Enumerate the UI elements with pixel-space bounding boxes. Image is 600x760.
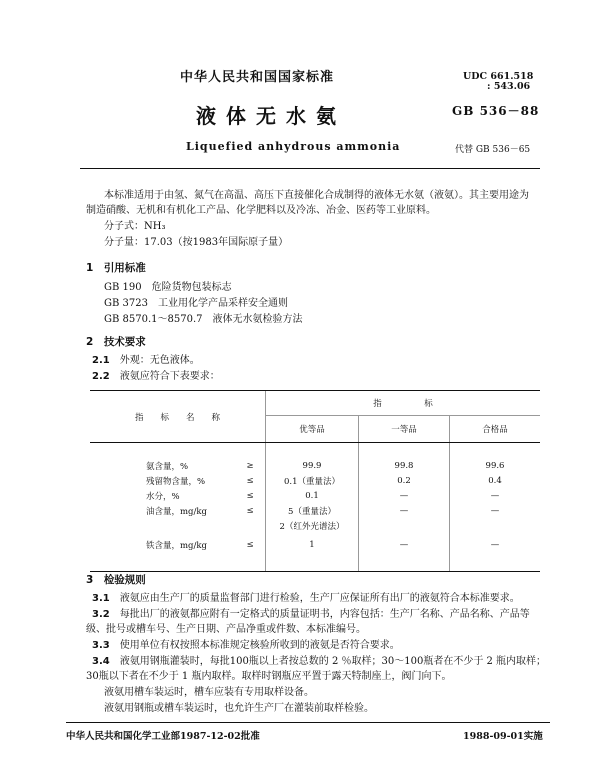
clause-3-2-cont: 级、批号或槽车号、生产日期、产品净重或件数、本标准编号。 — [86, 624, 366, 635]
value-cell: 0.1 — [266, 488, 359, 503]
section-1-heading — [86, 260, 146, 275]
value-cell: 0.2 — [359, 473, 450, 488]
indicator-header: 指 标 — [266, 391, 541, 416]
value-cell: 99.6 — [450, 458, 541, 473]
udc-line-1: UDC 661.518 — [463, 71, 534, 82]
indicator-name-header: 指 标 名 称 — [90, 391, 266, 443]
value-cell: — — [359, 503, 450, 518]
clause-text: 液氨应符合下表要求： — [119, 371, 220, 382]
mw-value: 17.03（按1983年国际原子量） — [144, 237, 289, 248]
row-symbol: ≤ — [246, 540, 254, 550]
scope-line-1: 本标准适用于由氢、氮气在高温、高压下直接催化合成制得的液体无水氨（液氨）。其主要用途为 — [104, 190, 529, 201]
table-row — [90, 533, 540, 557]
clause-number: 2.2 — [92, 371, 110, 382]
clause-number: 3.1 — [92, 593, 110, 604]
section-2-title: 技术要求 — [103, 336, 146, 348]
clause-text: 液氨应由生产厂的质量监督部门进行检验，生产厂应保证所有出厂的液氨符合本标准要求。 — [119, 593, 520, 604]
clause-3-4-tank: 液氨用槽车装运时，槽车应装有专用取样设备。 — [104, 687, 314, 698]
english-title: Liquefied anhydrous ammonia — [186, 140, 401, 153]
value-cell: 0.4 — [450, 473, 541, 488]
molecular-weight — [104, 235, 288, 250]
row-symbol: ≤ — [246, 475, 254, 486]
gb-number: GB 536－88 — [452, 104, 540, 118]
clause-3-1 — [92, 591, 520, 606]
clause-3-2 — [92, 607, 530, 622]
formula — [104, 219, 165, 234]
value-cell: — — [450, 503, 541, 518]
value-cell: — — [450, 488, 541, 503]
document-title: 液体无水氨 — [196, 104, 346, 128]
reference-code: GB 8570.1～8570.7 — [104, 314, 203, 325]
udc-code — [463, 72, 533, 92]
section-3-number: 3 — [86, 574, 94, 586]
section-1-title: 引用标准 — [103, 262, 146, 274]
value-cell: 99.8 — [359, 458, 450, 473]
clause-3-3 — [92, 638, 400, 653]
row-symbol: ≤ — [246, 505, 254, 516]
value-cell: 0.1（重量法） — [266, 473, 359, 488]
table-row — [90, 518, 540, 533]
section-3-heading — [86, 572, 146, 587]
clause-text: 每批出厂的液氨都应附有一定格式的质量证明书，内容包括：生产厂名称、产品名称、产品等 — [119, 609, 530, 620]
grade-header: 合格品 — [450, 416, 541, 443]
section-3-title: 检验规则 — [103, 574, 146, 586]
row-name: 残留物含量，% — [146, 476, 206, 487]
table-row — [90, 458, 540, 473]
clause-number: 3.4 — [92, 656, 110, 667]
value-cell: 99.9 — [266, 458, 359, 473]
clause-2-2 — [92, 369, 220, 384]
row-symbol: ≥ — [246, 460, 254, 471]
reference-item — [104, 312, 303, 327]
replaces-note: 代替 GB 536－65 — [455, 145, 531, 155]
row-name: 铁含量，mg/kg — [146, 541, 207, 551]
reference-name: 液体无水氨检验方法 — [212, 314, 303, 325]
formula-label: 分子式： — [104, 221, 144, 232]
clause-text: 外观：无色液体。 — [119, 355, 200, 366]
clause-text: 液氨用钢瓶灌装时，每批100瓶以上者按总数的 2 ％取样；30～100瓶者在不少于 2 瓶内取样； — [119, 656, 547, 667]
implementation-date: 1988-09-01实施 — [463, 731, 543, 742]
clause-3-4-pre: 液氨用钢瓶或槽车装运时，也允许生产厂在灌装前取样检验。 — [104, 703, 374, 714]
reference-name: 工业用化学产品采样安全通则 — [157, 298, 288, 309]
row-symbol: ≤ — [246, 490, 254, 501]
reference-name: 危险货物包装标志 — [151, 282, 232, 293]
grade-header: 一等品 — [359, 416, 450, 443]
table-row — [90, 503, 540, 518]
clause-3-4 — [92, 654, 546, 669]
approval-note: 中华人民共和国化学工业部1987-12-02批准 — [66, 731, 260, 742]
clause-3-4-cont: 30瓶以下者在不少于 1 瓶内取样。取样时钢瓶应平置于露天特制座上，阀门向下。 — [86, 671, 452, 682]
udc-line-2: : 543.06 — [487, 81, 531, 92]
row-name — [90, 518, 235, 533]
section-2-heading — [86, 334, 146, 349]
section-2-number: 2 — [86, 336, 94, 348]
value-cell: — — [450, 533, 541, 557]
row-name: 水分，% — [146, 491, 180, 502]
clause-number: 3.2 — [92, 609, 110, 620]
row-name: 氨含量，% — [146, 461, 189, 472]
value-cell: — — [359, 533, 450, 557]
grade-header: 优等品 — [266, 416, 359, 443]
value-cell — [450, 518, 541, 533]
header-divider — [80, 168, 540, 169]
mw-label: 分子量： — [104, 237, 144, 248]
value-cell: 5（重量法） — [266, 503, 359, 518]
formula-value: NH₃ — [144, 221, 166, 232]
specification-table — [90, 390, 540, 572]
clause-number: 2.1 — [92, 355, 110, 366]
table-row — [90, 473, 540, 488]
row-name: 油含量，mg/kg — [146, 506, 207, 517]
reference-code: GB 190 — [104, 282, 142, 293]
value-cell — [359, 518, 450, 533]
table-row — [90, 488, 540, 503]
reference-code: GB 3723 — [104, 298, 148, 309]
value-cell: 1 — [266, 533, 359, 557]
section-1-number: 1 — [86, 262, 94, 274]
row-symbol — [235, 518, 266, 533]
clause-text: 使用单位有权按照本标准规定核验所收到的液氨是否符合要求。 — [119, 640, 400, 651]
clause-number: 3.3 — [92, 640, 110, 651]
footer-divider — [66, 722, 550, 723]
clause-2-1 — [92, 353, 200, 368]
national-standard-heading: 中华人民共和国国家标准 — [180, 70, 335, 85]
reference-item — [104, 280, 232, 295]
reference-item — [104, 296, 288, 311]
value-cell: — — [359, 488, 450, 503]
scope-line-2: 制造硝酸、无机和有机化工产品、化学肥料以及冷冻、冶金、医药等工业原料。 — [86, 205, 436, 216]
value-cell: 2（红外光谱法） — [266, 518, 359, 533]
